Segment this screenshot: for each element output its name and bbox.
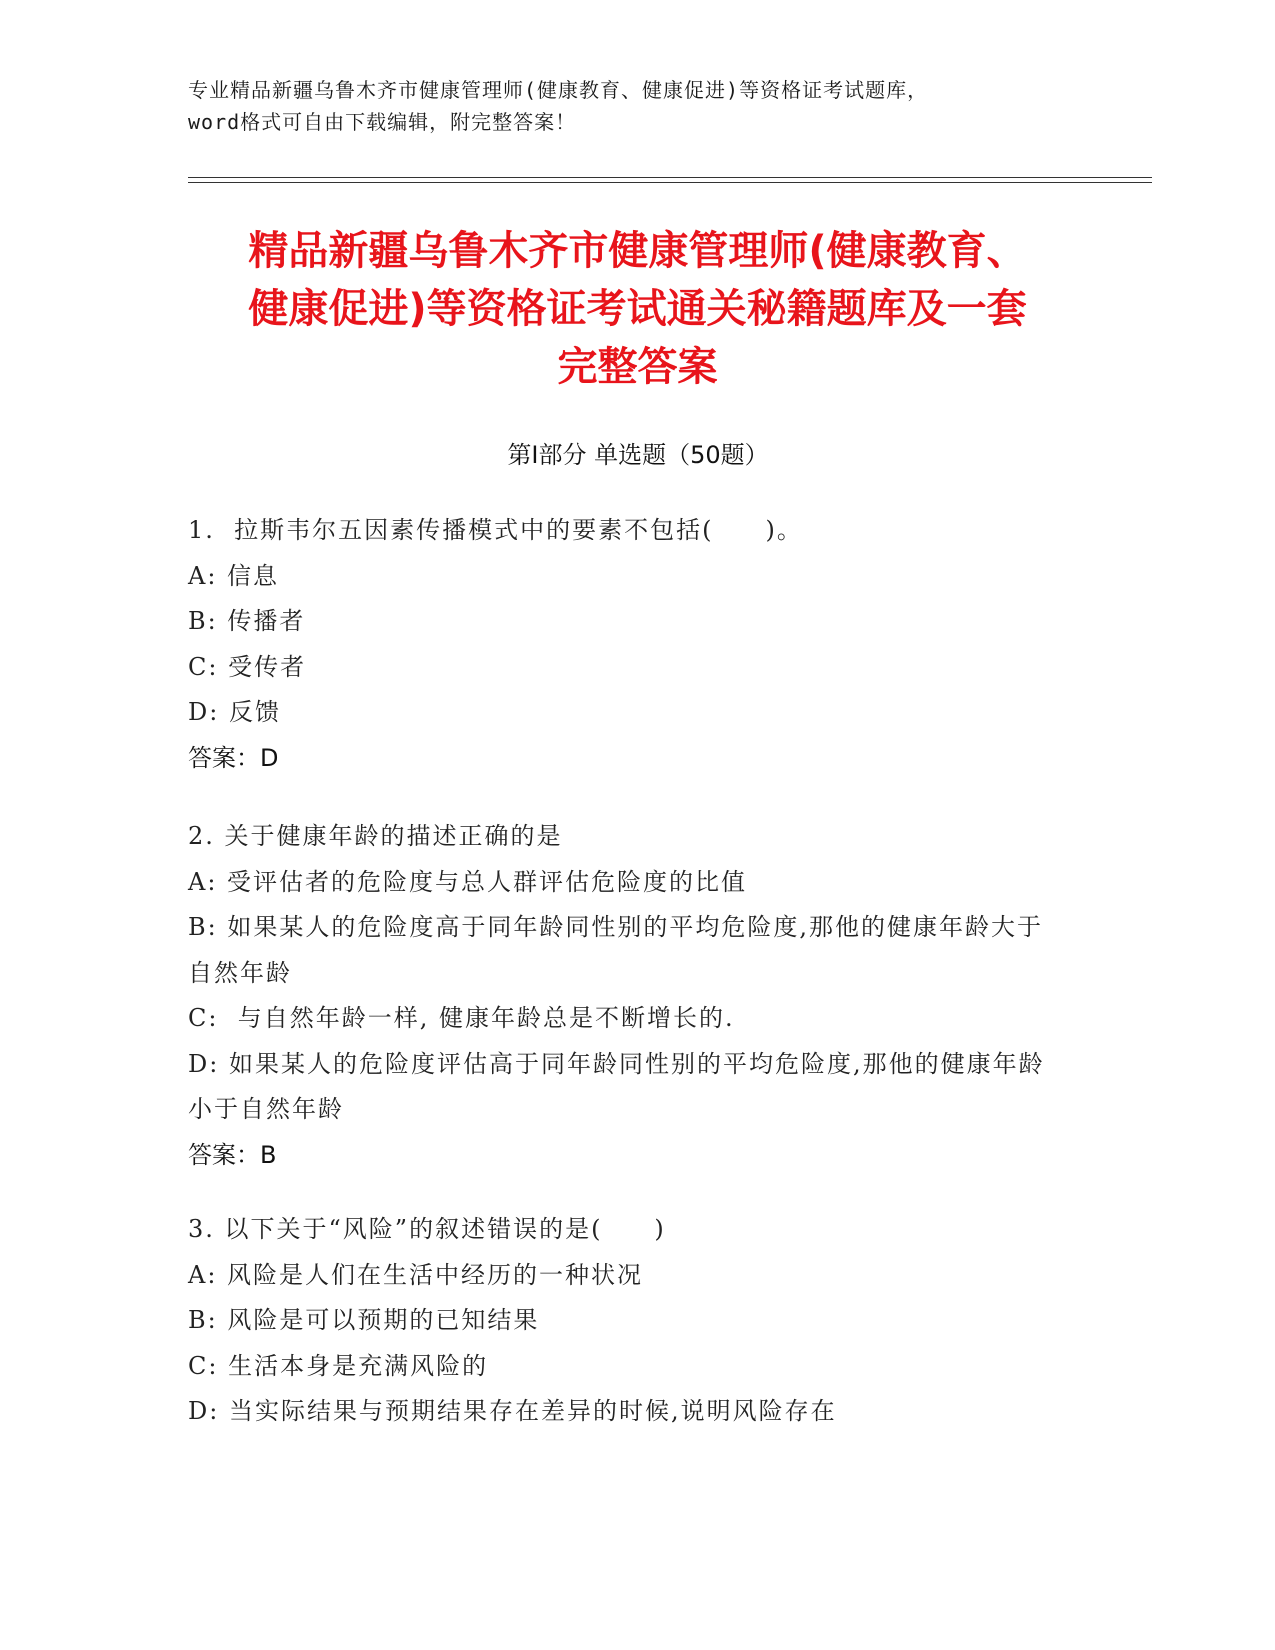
question-stem: 1. 拉斯韦尔五因素传播模式中的要素不包括( )。 [188, 516, 803, 544]
option-d: D: 当实际结果与预期结果存在差异的时候,说明风险存在 [188, 1397, 837, 1425]
header-line-2: word格式可自由下载编辑，附完整答案！ [188, 110, 577, 134]
question-1 [188, 508, 1068, 781]
option-c: C: 生活本身是充满风险的 [188, 1351, 489, 1380]
title-line-3: 完整答案 [557, 344, 718, 390]
header-divider-bottom [188, 182, 1152, 183]
option-b: B: 如果某人的危险度高于同年龄同性别的平均危险度,那他的健康年龄大于自然年龄 [188, 913, 1043, 987]
title-line-1: 精品新疆乌鲁木齐市健康管理师(健康教育、 [248, 228, 1027, 274]
document-title [170, 222, 1105, 396]
question-2 [188, 814, 1068, 1178]
option-a: A: 风险是人们在生活中经历的一种状况 [188, 1260, 644, 1289]
question-stem: 3. 以下关于“风险”的叙述错误的是( ) [188, 1215, 666, 1243]
option-c: C: 与自然年龄一样, 健康年龄总是不断增长的. [188, 1004, 735, 1032]
option-c: C: 受传者 [188, 652, 307, 681]
option-b: B: 风险是可以预期的已知结果 [188, 1306, 540, 1334]
option-d: D: 反馈 [188, 698, 281, 726]
answer: 答案：D [188, 743, 279, 772]
header-divider-top [188, 177, 1152, 178]
page-header [188, 74, 1088, 138]
option-a: A: 信息 [188, 561, 280, 590]
option-b: B: 传播者 [188, 607, 306, 635]
answer: 答案：B [188, 1140, 277, 1169]
option-d: D: 如果某人的危险度评估高于同年龄同性别的平均危险度,那他的健康年龄小于自然年龄 [188, 1049, 1045, 1123]
question-stem: 2. 关于健康年龄的描述正确的是 [188, 822, 563, 850]
question-3 [188, 1207, 1068, 1435]
option-a: A: 受评估者的危险度与总人群评估危险度的比值 [188, 867, 748, 896]
section-heading: 第Ⅰ部分 单选题（50题） [507, 441, 769, 469]
header-line-1: 专业精品新疆乌鲁木齐市健康管理师(健康教育、健康促进)等资格证考试题库， [188, 78, 929, 102]
title-line-2: 健康促进)等资格证考试通关秘籍题库及一套 [248, 286, 1027, 332]
